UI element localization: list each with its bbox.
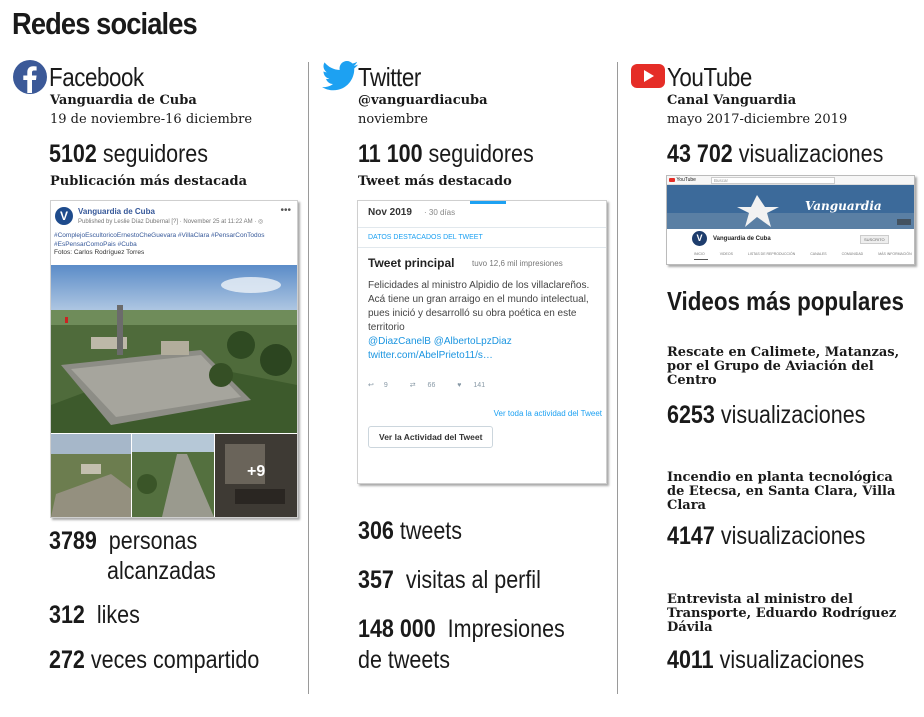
impressions-stat xyxy=(358,615,565,644)
reply-count: 9 xyxy=(383,382,388,389)
followers-count: 11 100 xyxy=(358,140,423,168)
stat-label: visualizaciones xyxy=(720,522,866,550)
stat-number: 3789 xyxy=(49,527,97,555)
like-count: 141 xyxy=(473,382,486,389)
stat-number: 4011 xyxy=(667,646,714,674)
likes-stat xyxy=(49,601,140,630)
see-all-activity-link[interactable]: Ver toda la actividad del Tweet xyxy=(493,409,602,418)
channel-name: Vanguardia de Cuba xyxy=(713,236,771,242)
section-heading: DATOS DESTACADOS DEL TWEET xyxy=(368,234,483,241)
reach-stat xyxy=(49,527,197,556)
video-views-stat xyxy=(667,522,865,551)
retweet-count: 66 xyxy=(427,382,436,389)
tab-community[interactable]: COMUNIDAD xyxy=(841,252,864,256)
tab-about[interactable]: MÁS INFORMACIÓN xyxy=(878,252,912,256)
impressions-label: tuvo 12,6 mil impresiones xyxy=(472,259,563,268)
period-days: · 30 días xyxy=(424,208,456,217)
youtube-play-icon xyxy=(631,64,665,88)
tab-inicio[interactable]: INICIO xyxy=(694,252,705,256)
stat-number: 312 xyxy=(49,601,85,629)
period: mayo 2017-diciembre 2019 xyxy=(667,112,848,127)
views-count: 43 702 xyxy=(667,140,733,168)
popular-videos-heading: Videos más populares xyxy=(667,286,904,316)
stat-label: Impresiones xyxy=(447,615,565,643)
network-name: Twitter xyxy=(358,62,421,92)
network-name: YouTube xyxy=(667,62,752,92)
post-meta: Published by Leslie Díaz Dubernal [?] · November 25 at 11:22 AM · ◎ xyxy=(78,219,264,225)
stat-label: visitas al perfil xyxy=(405,566,541,594)
monument-photo[interactable] xyxy=(51,265,297,433)
active-tab-indicator xyxy=(694,259,708,260)
period-label: Nov 2019 xyxy=(368,207,412,218)
stat-label: visualizaciones xyxy=(719,646,865,674)
youtube-logo-icon xyxy=(669,178,675,182)
stat-label: veces compartido xyxy=(90,646,260,674)
twitter-bird-icon xyxy=(322,61,358,91)
photo-thumbnail[interactable] xyxy=(51,434,131,517)
view-tweet-activity-button[interactable]: Ver la Actividad del Tweet xyxy=(368,426,493,448)
heart-icon: ♥ xyxy=(457,382,464,389)
shares-stat xyxy=(49,646,259,675)
period: noviembre xyxy=(358,112,428,127)
highlight-heading: Tweet más destacado xyxy=(358,174,512,189)
video-views-stat xyxy=(667,401,865,430)
period: 19 de noviembre-16 diciembre xyxy=(50,112,253,127)
stat-label: tweets xyxy=(399,517,463,545)
video-title: Entrevista al ministro del Transporte, Eduardo Rodríguez Dávila xyxy=(667,592,897,635)
followers-label: seguidores xyxy=(102,140,209,168)
photo-thumbnail[interactable] xyxy=(132,434,214,517)
stat-number: 148 000 xyxy=(358,615,436,643)
avatar: V xyxy=(55,207,73,225)
views-stat xyxy=(667,140,883,169)
impressions-stat-label-2: de tweets xyxy=(358,646,451,674)
search-input[interactable]: Buscar xyxy=(711,177,835,184)
stat-number: 357 xyxy=(358,566,394,594)
more-photos-count[interactable]: +9 xyxy=(247,463,266,480)
avatar: V xyxy=(692,231,707,246)
youtube-logo-text: YouTube xyxy=(676,177,696,183)
profile-visits-stat xyxy=(358,566,541,595)
reach-stat-label-2: alcanzadas xyxy=(107,557,216,585)
stat-label: visualizaciones xyxy=(720,401,866,429)
stat-number: 4147 xyxy=(667,522,715,550)
retweet-icon: ⇄ xyxy=(409,382,418,389)
column-divider xyxy=(617,62,618,694)
tweet-actions xyxy=(368,381,505,389)
video-title: Incendio en planta tecnológica de Etecsa, en Santa Clara, Villa Clara xyxy=(667,470,896,513)
network-name: Facebook xyxy=(49,62,144,92)
reply-action[interactable] xyxy=(368,382,398,389)
post-credit: Fotos: Carlos Rodríguez Torres xyxy=(54,249,145,256)
facebook-post[interactable] xyxy=(50,200,298,518)
followers-count: 5102 xyxy=(49,140,97,168)
subscribe-button[interactable]: SUSCRITO xyxy=(860,235,889,244)
stat-label: personas xyxy=(108,527,198,555)
tab-indicator xyxy=(470,201,506,204)
divider xyxy=(358,227,606,228)
tweet-mentions[interactable]: @DiazCanelB @AlbertoLpzDiaz xyxy=(368,336,512,347)
youtube-channel-screenshot[interactable] xyxy=(666,175,915,265)
top-tweet-label: Tweet principal xyxy=(368,256,455,270)
tweet-body: Felicidades al ministro Alpidio de los villaclareños. Acá tiene un gran arraigo en el mundo intelectual, pues inició y desarrolló su obra poética en este territorio xyxy=(368,280,590,333)
stat-number: 272 xyxy=(49,646,85,674)
account-name: Vanguardia de Cuba xyxy=(50,93,197,108)
post-page-name[interactable]: Vanguardia de Cuba xyxy=(78,207,155,216)
like-action[interactable] xyxy=(457,382,495,389)
video-views-stat xyxy=(667,646,864,675)
tweet-link[interactable]: twitter.com/AbelPrieto11/s… xyxy=(368,350,493,361)
followers-stat xyxy=(358,140,534,169)
channel-tabs xyxy=(694,252,915,256)
followers-stat xyxy=(49,140,208,169)
divider xyxy=(358,247,606,248)
reply-icon: ↩ xyxy=(368,382,374,389)
views-label: visualizaciones xyxy=(738,140,884,168)
tweets-stat xyxy=(358,517,462,546)
video-title: Rescate en Calimete, Matanzas, por el Grupo de Aviación del Centro xyxy=(667,345,900,388)
retweet-action[interactable] xyxy=(410,382,446,389)
page-title: Redes sociales xyxy=(12,6,197,41)
youtube-logo[interactable] xyxy=(669,177,696,183)
tweet-text xyxy=(368,279,600,363)
account-name: Canal Vanguardia xyxy=(667,93,797,108)
highlight-heading: Publicación más destacada xyxy=(50,174,248,189)
stat-label: likes xyxy=(96,601,140,629)
account-name: @vanguardiacuba xyxy=(358,93,488,108)
tab-channels[interactable]: CANALES xyxy=(810,252,827,256)
more-options-icon[interactable]: ••• xyxy=(280,205,291,216)
column-divider xyxy=(308,62,309,694)
tab-playlists[interactable]: LISTAS DE REPRODUCCIÓN xyxy=(747,252,796,256)
post-hashtags[interactable]: #ComplejoEscultoricoErnestoCheGuevara #VillaClara #PensarConTodos #EsPensarComoPais #Cuba xyxy=(54,232,265,248)
tab-videos[interactable]: VIDEOS xyxy=(719,252,733,256)
followers-label: seguidores xyxy=(428,140,534,168)
tweet-analytics-card xyxy=(357,200,607,484)
stat-number: 306 xyxy=(358,517,394,545)
facebook-icon xyxy=(12,59,48,95)
stat-number: 6253 xyxy=(667,401,715,429)
banner-brand: Vanguardia xyxy=(805,199,882,213)
